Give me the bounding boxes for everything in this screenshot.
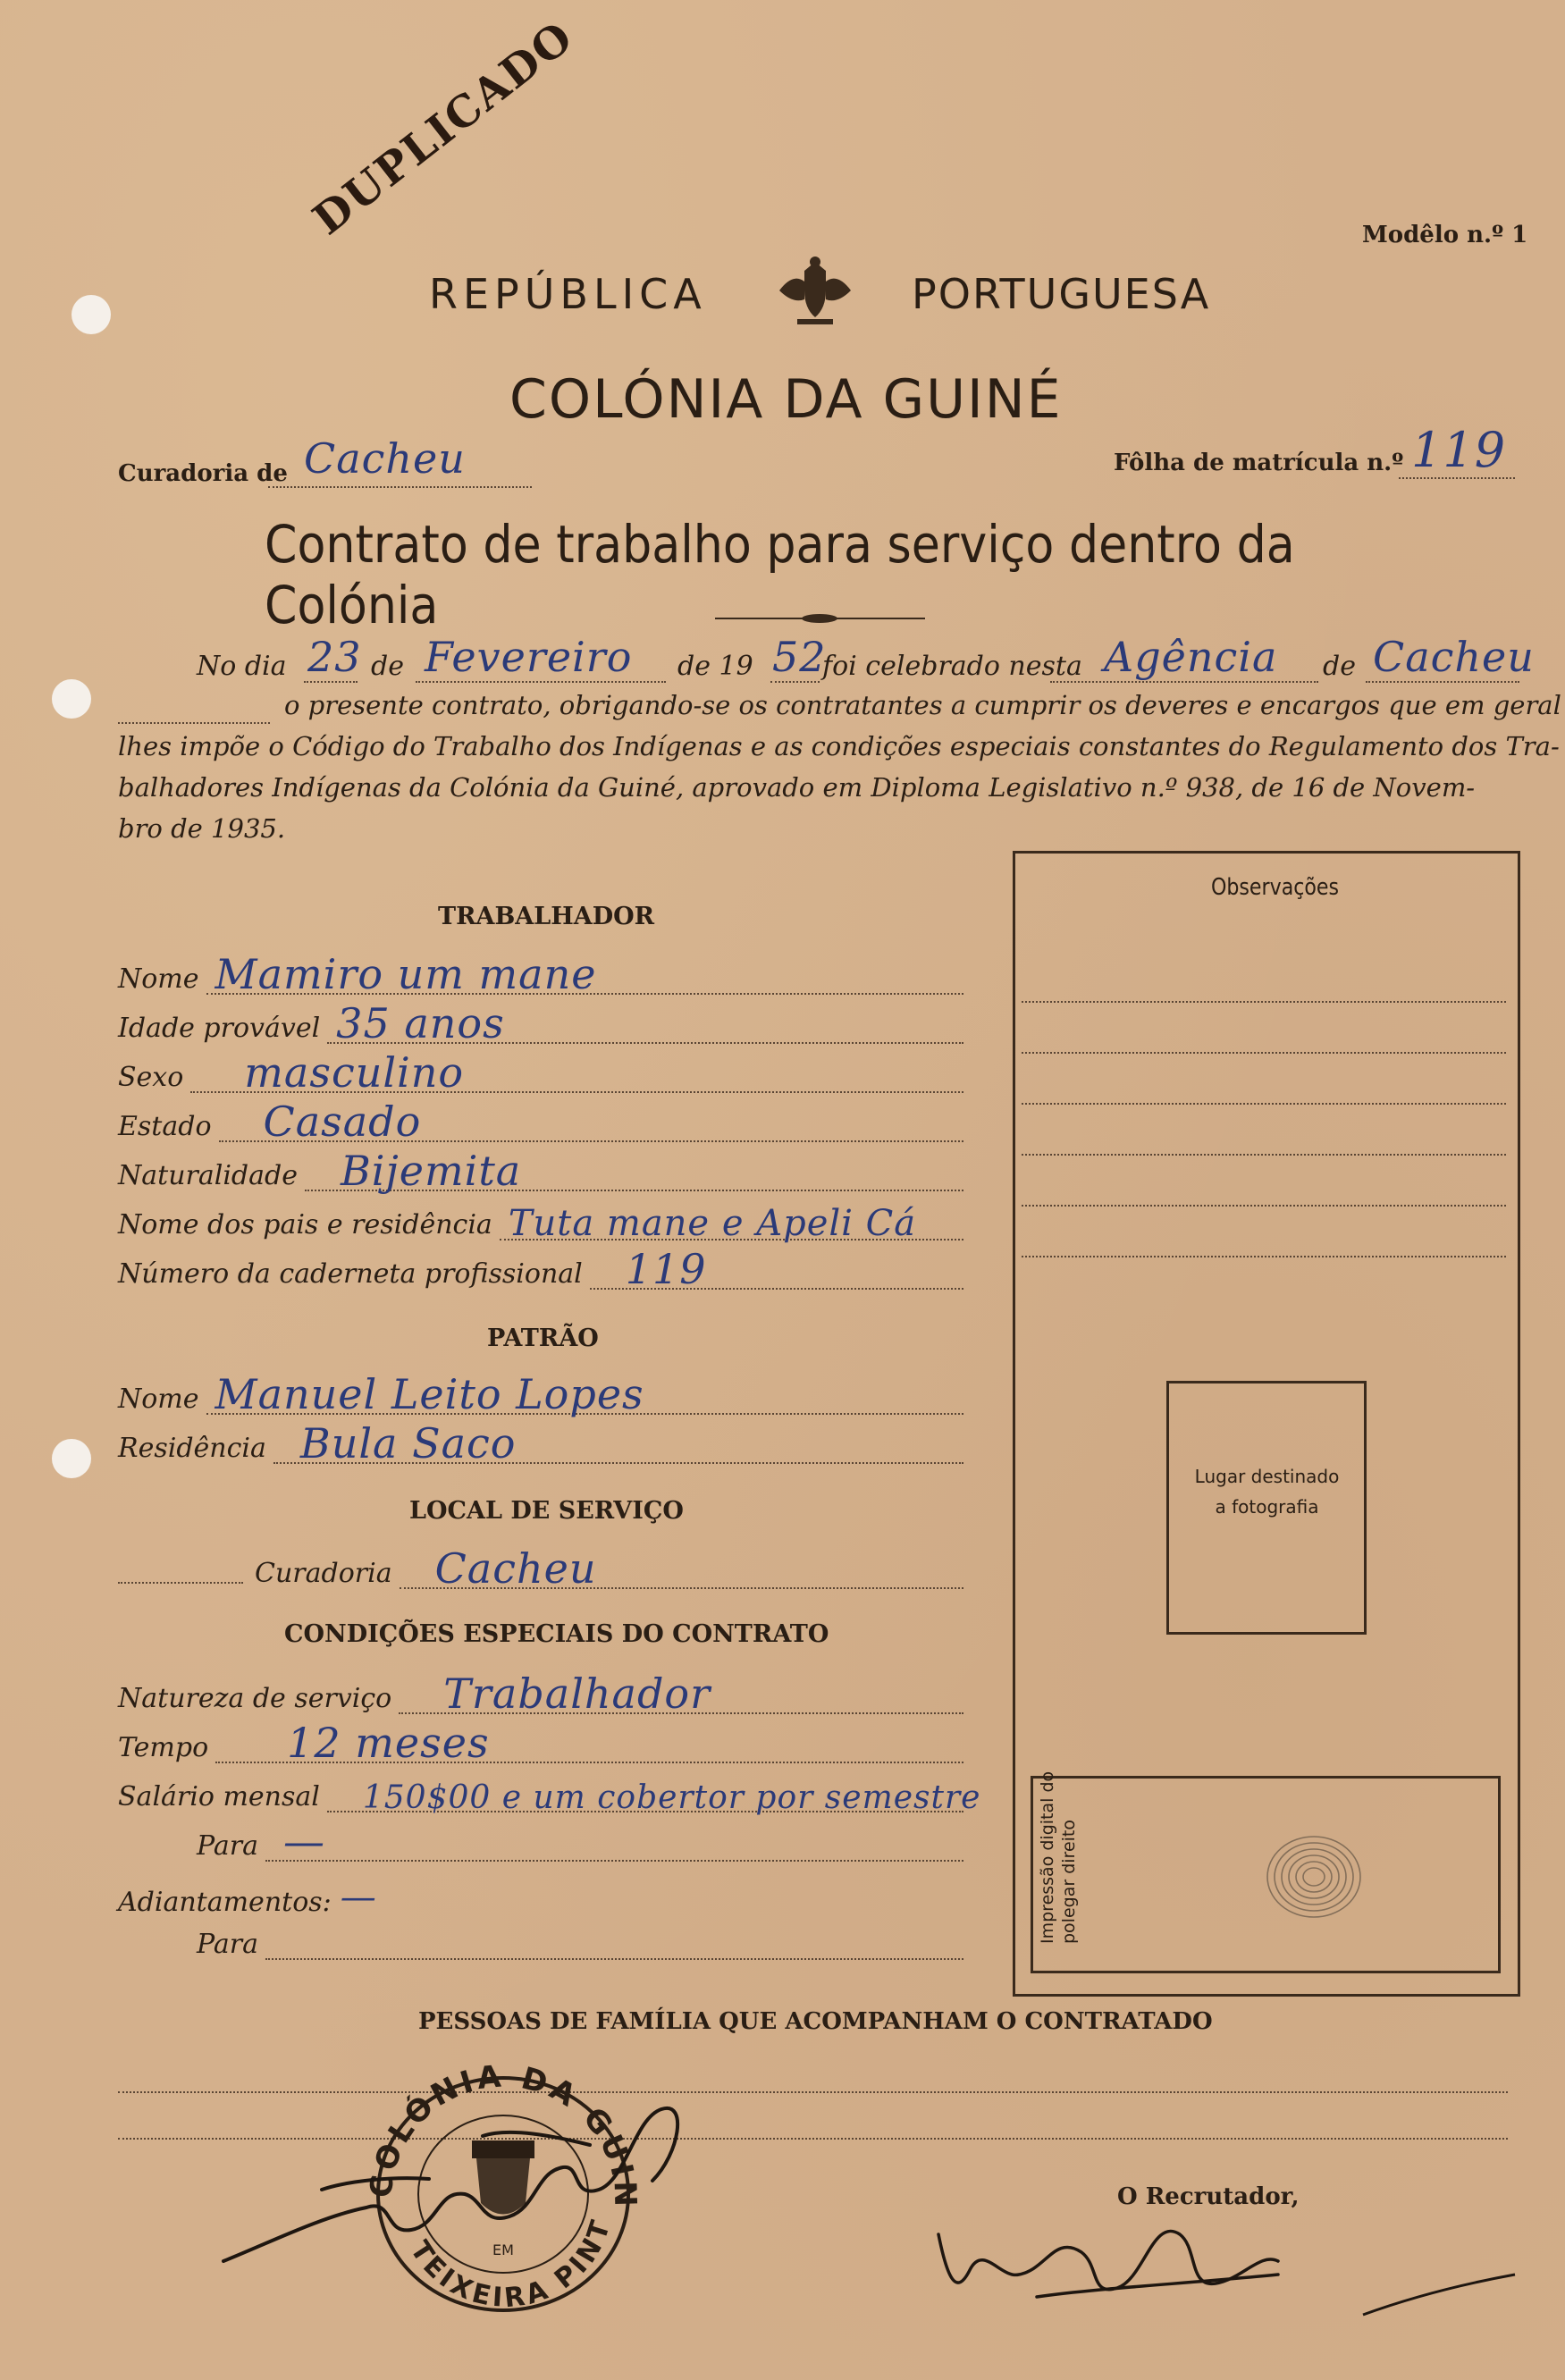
duplicado-stamp: DUPLICADO [304,11,584,246]
portuguesa-word: PORTUGUESA [912,270,1211,318]
field-label: Para [197,1830,258,1862]
field-value: Tuta mane e Apeli Cá [508,1203,917,1244]
field-label: Salário mensal [118,1781,320,1812]
condicoes-heading: CONDIÇÕES ESPECIAIS DO CONTRATO [284,1620,829,1648]
observacoes-lines [1022,952,1506,1257]
condicoes-natureza-row [118,1669,963,1718]
field-value: — [282,1817,325,1865]
pen-stroke-right [1359,2266,1519,2319]
republica-word: REPÚBLICA [429,270,707,318]
field-value: Trabalhador [443,1669,711,1718]
trabalhador-heading: TRABALHADOR [438,903,655,930]
intro-year: 52 [772,633,827,681]
field-value: Mamiro um mane [215,950,597,998]
field-label: Sexo [118,1062,184,1093]
folha-value: 119 [1411,422,1507,478]
field-value: 12 meses [287,1719,490,1767]
intro-no-dia: No dia [197,651,287,682]
photo-box-label: Lugar destinado a fotografia [1194,1466,1340,1518]
trabalhador-nome-row [118,950,963,998]
field-label: Estado [118,1111,212,1142]
trabalhador-estado-row [118,1097,963,1146]
field-label: Residência [118,1433,266,1464]
intro-place1-field [1050,633,1318,683]
intro-de1: de [371,651,404,682]
intro-line3: lhes impõe o Código do Trabalho dos Indígenas e as condições especiais constantes do Regulamento dos Tra- [118,731,1560,761]
contract-title: Contrato de trabalho para serviço dentro da Colónia [265,514,1295,635]
punch-hole [52,679,91,719]
field-label: Idade provável [118,1013,321,1044]
field-label: Naturalidade [118,1160,298,1191]
condicoes-para-row [197,1817,963,1865]
intro-de3: de [1323,651,1356,682]
coat-of-arms-icon [770,255,860,331]
local-heading: LOCAL DE SERVIÇO [409,1497,684,1525]
trabalhador-naturalidade-row [118,1147,963,1195]
seal-top-text: COLÓNIA DA GUIN [363,2058,644,2211]
patrao-residencia-row [118,1419,963,1468]
trabalhador-sexo-row [118,1048,963,1097]
patrao-nome-row [118,1370,963,1418]
seal-bottom-text: TEIXEIRA PINT [403,2214,618,2315]
folha-label: Fôlha de matrícula n.º [1114,450,1404,476]
trabalhador-idade-row [118,999,963,1047]
field-value: Manuel Leito Lopes [215,1370,644,1418]
punch-hole [52,1439,91,1478]
folha-field [1399,422,1515,479]
intro-day-field [304,633,362,683]
curadoria-label: Curadoria de [118,460,288,487]
field-value: Cacheu [434,1544,597,1593]
condicoes-adiantamentos-row [118,1877,386,1918]
intro-place1: Agência [1104,633,1278,681]
field-value: Bula Saco [299,1419,517,1468]
field-value: 119 [625,1245,707,1293]
seal-middle-text: EM [492,2241,514,2258]
condicoes-salario-row [118,1779,981,1816]
field-value: masculino [244,1048,465,1097]
punch-hole [72,295,111,334]
intro-line2: o presente contrato, obrigando-se os contratantes a cumprir os deveres e encargos que em geral [284,690,1561,720]
intro-place2: Cacheu [1373,633,1535,681]
field-label: Curadoria [255,1558,392,1589]
field-value: 150$00 e um cobertor por semestre [362,1779,981,1816]
curadoria-field [268,434,532,488]
local-curadoria-row [255,1544,963,1593]
patrao-heading: PATRÃO [487,1325,599,1352]
intro-blank-field [118,695,270,724]
colony-title: COLÓNIA DA GUINÉ [509,368,1063,431]
field-label: Número da caderneta profissional [118,1258,583,1290]
observacoes-heading: Observações [1211,874,1340,901]
intro-line5: bro de 1935. [118,813,286,844]
model-number: Modêlo n.º 1 [1362,222,1528,248]
field-label: Adiantamentos: [118,1887,332,1918]
recrutador-label: O Recrutador, [1117,2183,1300,2210]
intro-place2-field [1366,633,1535,683]
signature-left [215,2082,769,2279]
intro-celebrado: foi celebrado nesta [822,651,1082,682]
field-label: Para [197,1929,258,1960]
field-label: Nome dos pais e residência [118,1209,492,1240]
field-label: Nome [118,1383,199,1415]
field-label: Nome [118,963,199,995]
intro-month: Fevereiro [425,633,633,681]
intro-year-field [770,633,827,683]
field-value: Casado [263,1097,422,1146]
intro-day: 23 [307,633,362,681]
ornament-divider [715,611,925,624]
field-label: Tempo [118,1732,209,1763]
field-value: 35 anos [336,999,505,1047]
intro-de2: de 19 [677,651,753,682]
curadoria-value: Cacheu [304,434,466,483]
condicoes-para2-row [197,1926,963,1960]
thumbprint-image [1247,1823,1363,1930]
local-leading-dots [118,1555,243,1584]
field-value: Bijemita [340,1147,522,1195]
condicoes-tempo-row [118,1719,963,1767]
familia-heading: PESSOAS DE FAMÍLIA QUE ACOMPANHAM O CONTRATADO [418,2008,1213,2035]
intro-line4: balhadores Indígenas da Colónia da Guiné, aprovado em Diploma Legislativo n.º 938, de 16 de Novem- [118,772,1476,803]
trabalhador-caderneta-row [118,1245,963,1293]
signature-recrutador [921,2199,1296,2315]
intro-month-field [416,633,666,683]
thumbprint-label: Impressão digital do polegar direito [1038,1770,1079,1944]
field-value: — [340,1877,377,1918]
field-label: Natureza de serviço [118,1683,392,1714]
trabalhador-pais-row [118,1203,963,1244]
